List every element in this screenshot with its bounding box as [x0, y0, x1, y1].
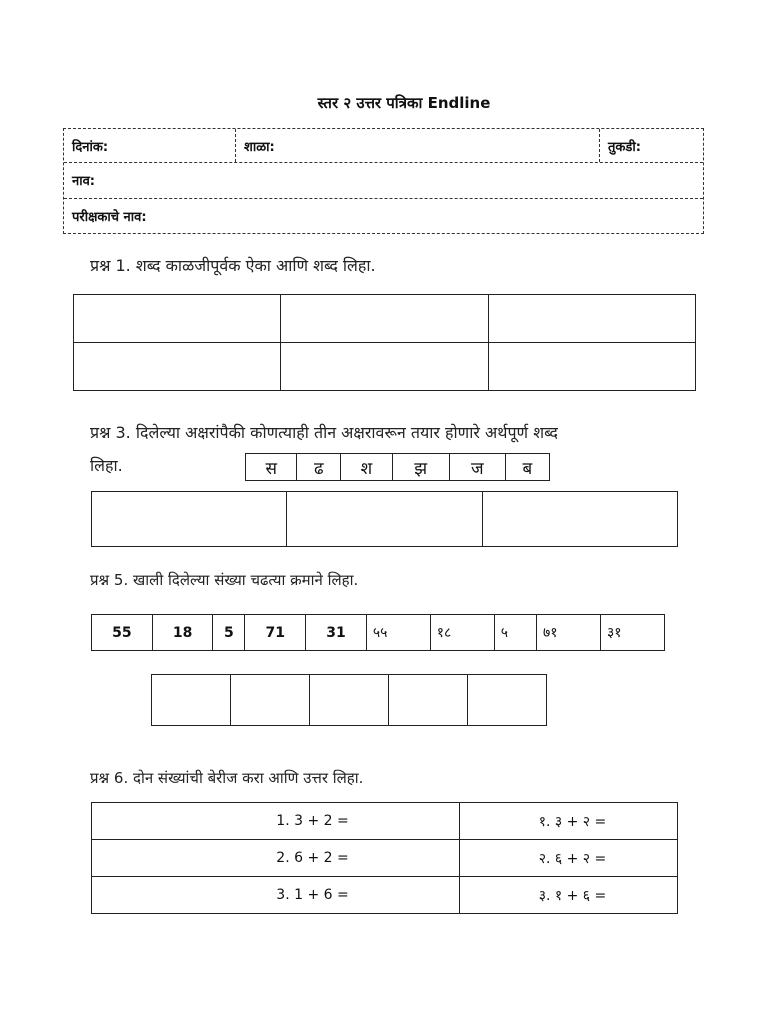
answer-cell[interactable]: [74, 295, 281, 343]
question-3-letters: [245, 453, 550, 481]
number-cell: 5: [213, 615, 245, 651]
info-row-date-school: [64, 129, 703, 163]
answer-cell[interactable]: [281, 295, 488, 343]
answer-cell[interactable]: [310, 675, 389, 726]
question-1-answer-grid: [73, 294, 696, 391]
table-row: [92, 840, 678, 877]
division-field[interactable]: तुकडी:: [599, 129, 703, 162]
sum-cell-arabic[interactable]: 1. 3 + 2 =: [92, 803, 460, 840]
question-5-numbers: [91, 614, 665, 651]
answer-cell[interactable]: [488, 343, 695, 391]
letter-cell: झ: [392, 454, 449, 481]
answer-cell[interactable]: [152, 675, 231, 726]
answer-cell[interactable]: [488, 295, 695, 343]
question-6-sum-table: [91, 802, 678, 914]
student-info-box: [63, 128, 704, 234]
number-cell: १८: [430, 615, 494, 651]
question-1-text: प्रश्न 1. शब्द काळजीपूर्वक ऐका आणि शब्द लिहा.: [90, 256, 376, 275]
number-cell: 31: [306, 615, 367, 651]
number-cell: ७१: [537, 615, 601, 651]
letter-cell: स: [246, 454, 297, 481]
question-5-text: प्रश्न 5. खाली दिलेल्या संख्या चढत्या क्रमाने लिहा.: [90, 571, 359, 589]
question-6-text: प्रश्न 6. दोन संख्यांची बेरीज करा आणि उत्तर लिहा.: [90, 769, 364, 787]
date-field[interactable]: दिनांक:: [72, 140, 109, 155]
number-cell: ५: [494, 615, 536, 651]
table-row: [92, 803, 678, 840]
examiner-name-field[interactable]: परीक्षकाचे नाव:: [72, 210, 147, 225]
question-3-text-line2: लिहा.: [90, 456, 123, 475]
answer-cell[interactable]: [468, 675, 547, 726]
letter-cell: श: [341, 454, 393, 481]
sum-cell-arabic[interactable]: 3. 1 + 6 =: [92, 877, 460, 914]
page-title: स्तर २ उत्तर पत्रिका Endline: [317, 94, 491, 112]
answer-cell[interactable]: [482, 492, 677, 547]
answer-cell[interactable]: [231, 675, 310, 726]
answer-cell[interactable]: [281, 343, 488, 391]
sum-cell-devanagari[interactable]: २. ६ + २ =: [460, 840, 678, 877]
school-field[interactable]: शाळा:: [235, 129, 599, 162]
sum-cell-devanagari[interactable]: १. ३ + २ =: [460, 803, 678, 840]
question-3-text-line1: प्रश्न 3. दिलेल्या अक्षरांपैकी कोणत्याही तीन अक्षरावरून तयार होणारे अर्थपूर्ण शब्द: [90, 423, 558, 442]
number-cell: 55: [92, 615, 153, 651]
name-field[interactable]: नाव:: [72, 174, 96, 189]
number-cell: 18: [152, 615, 213, 651]
sum-cell-devanagari[interactable]: ३. १ + ६ =: [460, 877, 678, 914]
answer-cell[interactable]: [92, 492, 287, 547]
table-row: [92, 877, 678, 914]
number-cell: ५५: [366, 615, 430, 651]
answer-cell[interactable]: [287, 492, 482, 547]
number-cell: ३१: [600, 615, 664, 651]
question-5-answer-grid: [151, 674, 547, 726]
letter-cell: ढ: [297, 454, 341, 481]
letter-cell: ज: [449, 454, 505, 481]
answer-cell[interactable]: [389, 675, 468, 726]
letter-cell: ब: [505, 454, 549, 481]
info-row-examiner: [64, 199, 703, 235]
sum-cell-arabic[interactable]: 2. 6 + 2 =: [92, 840, 460, 877]
question-3-answer-grid: [91, 491, 678, 547]
number-cell: 71: [245, 615, 306, 651]
answer-cell[interactable]: [74, 343, 281, 391]
info-row-name: [64, 163, 703, 199]
